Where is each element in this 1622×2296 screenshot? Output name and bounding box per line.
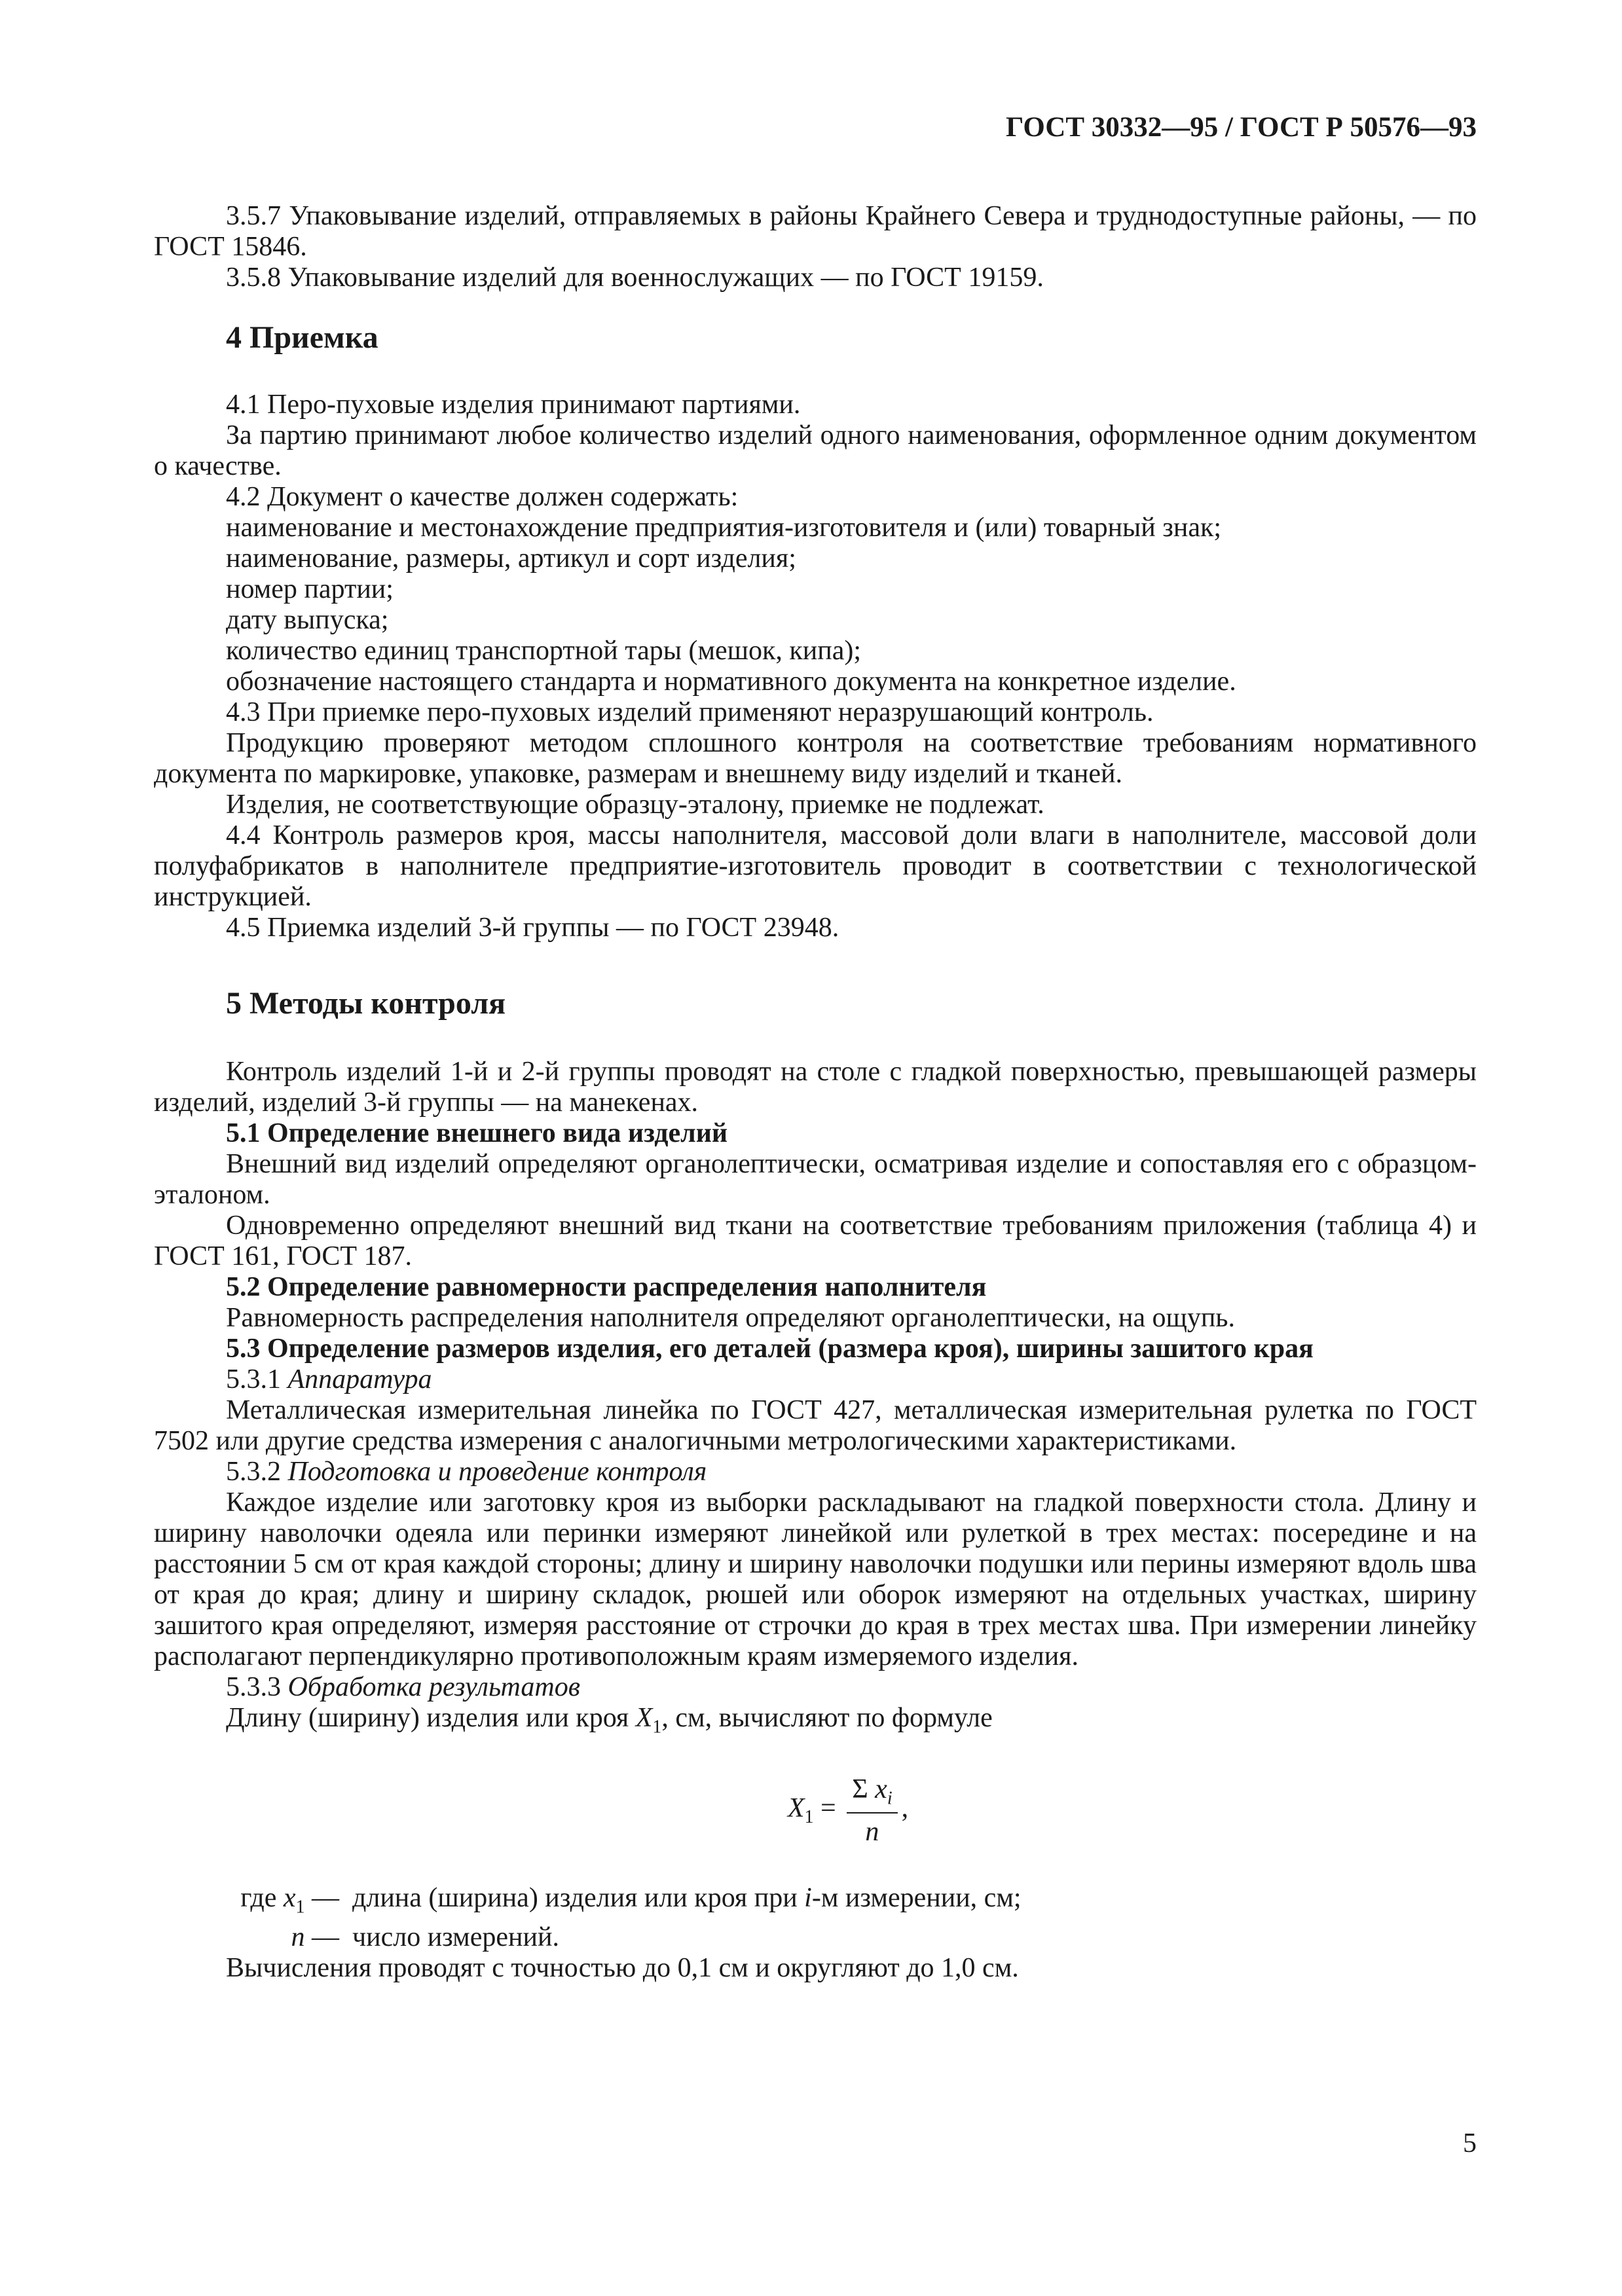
clause-number: 5.3.1 (226, 1364, 281, 1394)
section-4-title: 4 Приемка (226, 320, 378, 355)
formula-tail: , (901, 1793, 909, 1824)
paragraph-5-3-2: Каждое изделие или заготовку кроя из выборки раскладывают на гладкой поверхности стола. Длину и ширину наволочки одеяла или перинки измеряют линейкой или рулеткой в трех местах: посередине и на расстоянии 5 см от края каждой стороны; длину и ширину наволочки подушки или перины измеряют вдоль шва от края до края; длину и ширину складок, рюшей или оборок измеряют на отдельных участках, ширину зашитого края определяют, измеряя расстояние от строчки до края в трех местах шва. При измерении линейку располагают перпендикулярно противоположным краям измеряемого изделия. (154, 1487, 1477, 1671)
subsection-5-3-title: 5.3 Определение размеров изделия, его деталей (размера кроя), ширины зашитого края (226, 1334, 1314, 1364)
clause-number: 5.3.2 (226, 1457, 281, 1487)
page-number: 5 (1463, 2128, 1477, 2159)
list-item: наименование и местонахождение предприятия-изготовителя и (или) товарный знак; (226, 513, 1222, 543)
paragraph-5-1-b: Одновременно определяют внешний вид ткани на соответствие требованиям приложения (таблица 4) и ГОСТ 161, ГОСТ 187. (154, 1211, 1477, 1271)
paragraph-final: Вычисления проводят с точностью до 0,1 см и округляют до 1,0 см. (226, 1953, 1019, 1984)
formula-var-subscript: i (887, 1788, 893, 1809)
text-fragment: длина (ширина) изделия или кроя при (352, 1882, 798, 1913)
clause-title: Подготовка и проведение контроля (287, 1457, 707, 1487)
legend-var: i (804, 1882, 812, 1913)
formula-numerator (847, 1774, 897, 1813)
variable: X (635, 1703, 653, 1733)
subsection-5-2-title: 5.2 Определение равномерности распределения наполнителя (226, 1272, 987, 1302)
paragraph-4-3-b: Продукцию проверяют методом сплошного контроля на соответствие требованиям нормативного документа по маркировке, упаковке, размерам и внешнему виду изделий и тканей. (154, 728, 1477, 789)
subsection-5-3-1-title (154, 1364, 1477, 1395)
formula-var: x (875, 1774, 887, 1805)
where-word: где (240, 1882, 277, 1913)
section-5-title: 5 Методы контроля (226, 986, 506, 1021)
text-fragment: , см, вычисляют по формуле (661, 1703, 993, 1733)
sigma-symbol: Σ (852, 1774, 868, 1805)
formula-lhs: X (787, 1793, 805, 1824)
legend-key (196, 1883, 352, 1922)
legend-key (196, 1922, 352, 1953)
text-fragment: Длину (ширину) изделия или кроя (226, 1703, 629, 1733)
paragraph-5-3-1: Металлическая измерительная линейка по ГОСТ 427, металлическая измерительная рулетка по ГОСТ 7502 или другие средства измерения с аналогичными метрологическими характеристиками. (154, 1395, 1477, 1456)
paragraph-4-2: 4.2 Документ о качестве должен содержать: (226, 482, 739, 512)
legend-dash: — (312, 1882, 339, 1913)
legend-dash: — (312, 1922, 339, 1953)
legend-value (352, 1883, 1477, 1922)
paragraph-3-5-7: 3.5.7 Упаковывание изделий, отправляемых в районы Крайнего Севера и труднодоступные районы, — по ГОСТ 15846. (154, 201, 1477, 262)
formula-legend (154, 1883, 1477, 1953)
formula-denominator: n (865, 1816, 879, 1847)
paragraph-4-4: 4.4 Контроль размеров кроя, массы наполнителя, массовой доли влаги в наполнителе, массовой доли полуфабрикатов в наполнителе предприятие-изготовитель проводит в соответствии с технологической инструкцией. (154, 820, 1477, 912)
paragraph-4-1-b: За партию принимают любое количество изделий одного наименования, оформленное одним документом о качестве. (154, 420, 1477, 481)
subscript: 1 (652, 1717, 662, 1738)
legend-var: n (291, 1922, 305, 1953)
formula-lhs-subscript: 1 (804, 1807, 814, 1828)
document-header: ГОСТ 30332—95 / ГОСТ Р 50576—93 (1006, 112, 1477, 143)
formula-fraction (847, 1774, 897, 1847)
paragraph-4-5: 4.5 Приемка изделий 3-й группы — по ГОСТ 23948. (226, 913, 839, 943)
legend-var: x (283, 1882, 296, 1913)
paragraph-4-3-c: Изделия, не соответствующие образцу-эталону, приемке не подлежат. (226, 790, 1044, 820)
list-item: количество единиц транспортной тары (мешок, кипа); (226, 636, 862, 666)
paragraph-5-3-3 (154, 1703, 1477, 1742)
list-item: номер партии; (226, 574, 394, 604)
paragraph-3-5-8: 3.5.8 Упаковывание изделий для военнослужащих — по ГОСТ 19159. (226, 263, 1044, 293)
subsection-5-3-3-title (154, 1672, 1477, 1703)
legend-var-subscript: 1 (295, 1897, 305, 1918)
document-page (154, 111, 1477, 2159)
formula (219, 1774, 1477, 1847)
paragraph-5-1-a: Внешний вид изделий определяют органолептически, осматривая изделие и сопоставляя его с образцом-эталоном. (154, 1149, 1477, 1210)
paragraph-5-intro: Контроль изделий 1-й и 2-й группы проводят на столе с гладкой поверхностью, превышающей размеры изделий, изделий 3-й группы — на манекенах. (154, 1057, 1477, 1118)
list-item: обозначение настоящего стандарта и нормативного документа на конкретное изделие. (226, 666, 1236, 697)
subsection-5-3-2-title (154, 1457, 1477, 1487)
text-fragment: -м измерении, см; (811, 1882, 1022, 1913)
clause-title: Аппаратура (287, 1364, 432, 1394)
legend-value: число измерений. (352, 1922, 559, 1953)
formula-equals: = (820, 1793, 836, 1824)
clause-number: 5.3.3 (226, 1672, 281, 1702)
subsection-5-1-title: 5.1 Определение внешнего вида изделий (226, 1118, 728, 1148)
clause-title: Обработка результатов (287, 1672, 580, 1702)
paragraph-4-3: 4.3 При приемке перо-пуховых изделий применяют неразрушающий контроль. (226, 697, 1154, 727)
paragraph-4-1: 4.1 Перо-пуховые изделия принимают партиями. (226, 390, 801, 420)
list-item: наименование, размеры, артикул и сорт изделия; (226, 543, 796, 574)
list-item: дату выпуска; (226, 605, 389, 635)
paragraph-5-2: Равномерность распределения наполнителя определяют органолептически, на ощупь. (226, 1303, 1235, 1333)
